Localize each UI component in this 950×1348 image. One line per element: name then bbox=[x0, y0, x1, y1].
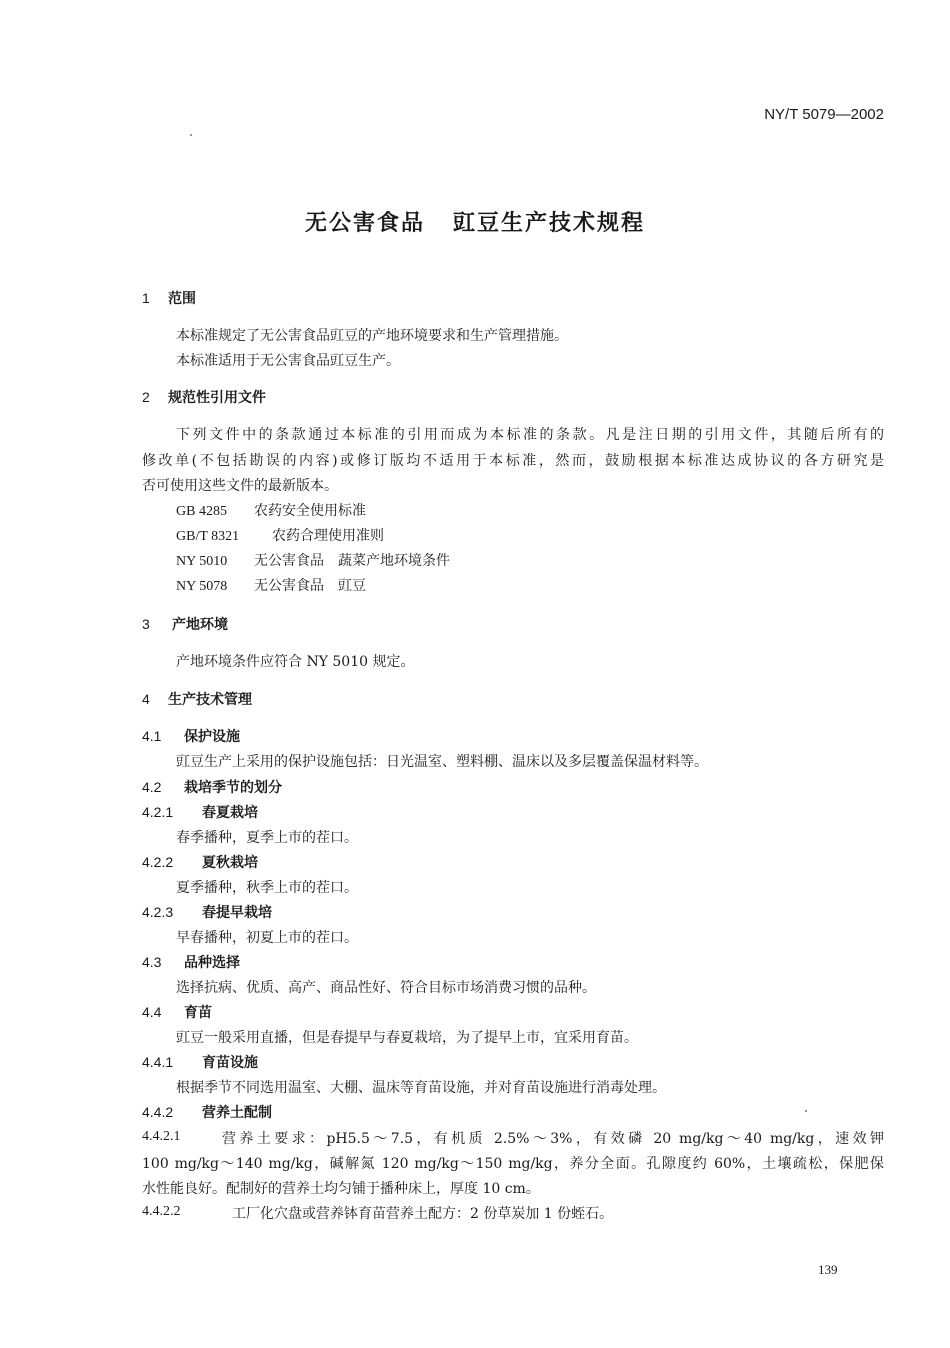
section-number: 2 bbox=[142, 389, 150, 405]
paragraph-line: 水性能良好。配制好的营养土均匀铺于播种床上，厚度 10 cm。 bbox=[142, 1181, 540, 1197]
section-title: 规范性引用文件 bbox=[168, 390, 266, 406]
section-title: 保护设施 bbox=[184, 729, 240, 745]
section-number: 4.2.2 bbox=[142, 854, 174, 870]
section-number: 4.4.2.1 bbox=[142, 1129, 181, 1144]
paragraph: 豇豆一般采用直播，但是春提早与春夏栽培，为了提早上市，宜采用育苗。 bbox=[176, 1030, 638, 1046]
section-title: 营养土配制 bbox=[202, 1105, 272, 1121]
clause-number-4-4-2-2 bbox=[142, 1203, 181, 1220]
paragraph-line: 工厂化穴盘或营养钵育苗营养土配方：2 份草炭加 1 份蛭石。 bbox=[232, 1206, 614, 1222]
reference-item bbox=[176, 525, 384, 545]
subsection-heading-4-2-1 bbox=[142, 802, 258, 822]
scan-speck bbox=[190, 134, 192, 136]
section-title: 产地环境 bbox=[172, 617, 228, 633]
section-title: 春提早栽培 bbox=[202, 905, 272, 921]
paragraph: 豇豆生产上采用的保护设施包括：日光温室、塑料棚、温床以及多层覆盖保温材料等。 bbox=[176, 754, 708, 770]
section-title: 品种选择 bbox=[184, 955, 240, 971]
section-number: 4.4.2 bbox=[142, 1104, 174, 1120]
reference-item bbox=[176, 500, 366, 520]
section-title: 栽培季节的划分 bbox=[184, 780, 282, 796]
scan-speck bbox=[805, 1110, 807, 1112]
section-heading-2 bbox=[142, 387, 266, 407]
document-title bbox=[0, 206, 950, 237]
section-number: 4.4.1 bbox=[142, 1054, 174, 1070]
subsection-heading-4-1 bbox=[142, 726, 240, 746]
section-title: 夏秋栽培 bbox=[202, 855, 258, 871]
subsection-heading-4-4-1 bbox=[142, 1052, 258, 1072]
subsection-heading-4-4 bbox=[142, 1002, 212, 1022]
section-number: 4.2.3 bbox=[142, 904, 174, 920]
title-part-1: 无公害食品 bbox=[304, 211, 425, 236]
reference-name: 农药安全使用标准 bbox=[254, 503, 366, 519]
paragraph-line: 修改单(不包括勘误的内容)或修订版均不适用于本标准，然而，鼓励根据本标准达成协议的各方研究是 bbox=[142, 453, 884, 469]
section-heading-3 bbox=[142, 614, 228, 634]
paragraph-line: 100 mg/kg～140 mg/kg，碱解氮 120 mg/kg～150 mg/kg，养分全面。孔隙度约 60%，土壤疏松，保肥保 bbox=[142, 1156, 884, 1172]
clause-number-4-4-2-1 bbox=[142, 1128, 181, 1145]
section-number: 4.2.1 bbox=[142, 804, 174, 820]
section-number: 4.3 bbox=[142, 954, 162, 970]
paragraph: 夏季播种，秋季上市的茬口。 bbox=[176, 880, 358, 896]
paragraph: 春季播种，夏季上市的茬口。 bbox=[176, 830, 358, 846]
subsection-heading-4-2-2 bbox=[142, 852, 258, 872]
reference-name: 农药合理使用准则 bbox=[272, 528, 384, 544]
reference-item bbox=[176, 550, 450, 570]
standard-code: NY/T 5079—2002 bbox=[764, 106, 884, 123]
section-title: 生产技术管理 bbox=[168, 692, 252, 708]
section-number: 4.4.2.2 bbox=[142, 1204, 181, 1219]
paragraph: 根据季节不同选用温室、大棚、温床等育苗设施，并对育苗设施进行消毒处理。 bbox=[176, 1080, 666, 1096]
reference-name: 无公害食品 蔬菜产地环境条件 bbox=[254, 553, 450, 569]
page-number: 139 bbox=[818, 1262, 838, 1277]
section-title: 春夏栽培 bbox=[202, 805, 258, 821]
subsection-heading-4-3 bbox=[142, 952, 240, 972]
section-title: 育苗设施 bbox=[202, 1055, 258, 1071]
reference-code: NY 5078 bbox=[176, 579, 228, 594]
subsection-heading-4-2 bbox=[142, 777, 282, 797]
section-number: 3 bbox=[142, 616, 150, 632]
section-heading-1 bbox=[142, 288, 196, 308]
section-heading-4 bbox=[142, 689, 252, 709]
subsection-heading-4-4-2 bbox=[142, 1102, 272, 1122]
reference-code: GB 4285 bbox=[176, 504, 227, 519]
section-number: 4.4 bbox=[142, 1004, 162, 1020]
section-number: 4 bbox=[142, 691, 150, 707]
section-number: 4.2 bbox=[142, 779, 162, 795]
subsection-heading-4-2-3 bbox=[142, 902, 272, 922]
paragraph: 选择抗病、优质、高产、商品性好、符合目标市场消费习惯的品种。 bbox=[176, 980, 596, 996]
reference-name: 无公害食品 豇豆 bbox=[254, 578, 366, 594]
paragraph-line: 否可使用这些文件的最新版本。 bbox=[142, 478, 338, 494]
section-number: 1 bbox=[142, 290, 150, 306]
paragraph-line: 营养土要求：pH5.5～7.5，有机质 2.5%～3%，有效磷 20 mg/kg～40 mg/kg，速效钾 bbox=[222, 1131, 884, 1147]
title-part-2: 豇豆生产技术规程 bbox=[453, 211, 646, 236]
paragraph: 产地环境条件应符合 NY 5010 规定。 bbox=[176, 654, 415, 670]
paragraph: 本标准规定了无公害食品豇豆的产地环境要求和生产管理措施。 bbox=[176, 328, 568, 344]
section-title: 育苗 bbox=[184, 1005, 212, 1021]
section-number: 4.1 bbox=[142, 728, 162, 744]
reference-item bbox=[176, 575, 366, 595]
section-title: 范围 bbox=[168, 291, 196, 307]
reference-code: NY 5010 bbox=[176, 554, 228, 569]
paragraph: 早春播种，初夏上市的茬口。 bbox=[176, 930, 358, 946]
reference-code: GB/T 8321 bbox=[176, 529, 240, 544]
paragraph-line: 下列文件中的条款通过本标准的引用而成为本标准的条款。凡是注日期的引用文件，其随后所有的 bbox=[176, 427, 884, 443]
paragraph: 本标准适用于无公害食品豇豆生产。 bbox=[176, 353, 400, 369]
